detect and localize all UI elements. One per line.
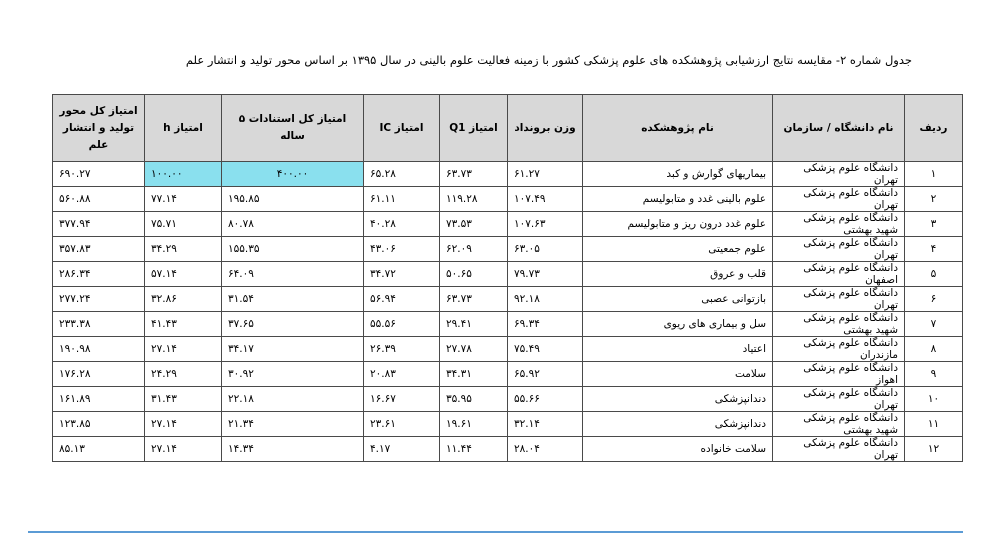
cell-institute: اعتیاد [583, 337, 773, 362]
table-row [53, 412, 963, 437]
results-table [52, 94, 963, 462]
header-total: امتیاز کل محور تولید و انتشار علم [53, 95, 145, 162]
cell-university: دانشگاه علوم پزشکی تهران [773, 437, 905, 462]
cell-q1: ۲۹.۴۱ [440, 312, 508, 337]
cell-ic: ۴۰.۲۸ [364, 212, 440, 237]
cell-ic: ۲۳.۶۱ [364, 412, 440, 437]
cell-h: ۷۷.۱۴ [145, 187, 222, 212]
cell-q1: ۲۷.۷۸ [440, 337, 508, 362]
cell-ic: ۲۶.۳۹ [364, 337, 440, 362]
cell-citations: ۶۴.۰۹ [222, 262, 364, 287]
cell-university: دانشگاه علوم پزشکی تهران [773, 187, 905, 212]
header-ic: امتیاز IC [364, 95, 440, 162]
cell-ic: ۱۶.۶۷ [364, 387, 440, 412]
cell-citations: ۳۱.۵۴ [222, 287, 364, 312]
cell-institute: بیماریهای گوارش و کبد [583, 162, 773, 187]
cell-institute: سلامت خانواده [583, 437, 773, 462]
cell-q1: ۷۳.۵۳ [440, 212, 508, 237]
cell-rank: ۴ [905, 237, 963, 262]
cell-citations: ۲۱.۳۴ [222, 412, 364, 437]
cell-ic: ۳۴.۷۲ [364, 262, 440, 287]
cell-university: دانشگاه علوم پزشکی اهواز [773, 362, 905, 387]
cell-university: دانشگاه علوم پزشکی تهران [773, 287, 905, 312]
cell-total: ۳۵۷.۸۳ [53, 237, 145, 262]
cell-weight: ۷۹.۷۳ [508, 262, 583, 287]
header-h: امتیاز h [145, 95, 222, 162]
cell-university: دانشگاه علوم پزشکی شهید بهشتی [773, 412, 905, 437]
cell-q1: ۶۳.۷۳ [440, 287, 508, 312]
cell-rank: ۲ [905, 187, 963, 212]
cell-h: ۵۷.۱۴ [145, 262, 222, 287]
cell-rank: ۱۰ [905, 387, 963, 412]
cell-h: ۷۵.۷۱ [145, 212, 222, 237]
cell-total: ۲۸۶.۳۴ [53, 262, 145, 287]
cell-university: دانشگاه علوم پزشکی اصفهان [773, 262, 905, 287]
cell-ic: ۶۱.۱۱ [364, 187, 440, 212]
cell-weight: ۳۲.۱۴ [508, 412, 583, 437]
cell-weight: ۵۵.۶۶ [508, 387, 583, 412]
table-row [53, 237, 963, 262]
table-row [53, 162, 963, 187]
cell-h: ۳۲.۸۶ [145, 287, 222, 312]
cell-rank: ۳ [905, 212, 963, 237]
cell-weight: ۷۵.۴۹ [508, 337, 583, 362]
table-row [53, 387, 963, 412]
cell-weight: ۱۰۷.۶۳ [508, 212, 583, 237]
cell-total: ۱۶۱.۸۹ [53, 387, 145, 412]
cell-institute: سلامت [583, 362, 773, 387]
table-row [53, 437, 963, 462]
cell-total: ۱۷۶.۲۸ [53, 362, 145, 387]
cell-h: ۲۷.۱۴ [145, 437, 222, 462]
cell-weight: ۶۳.۰۵ [508, 237, 583, 262]
cell-university: دانشگاه علوم پزشکی شهید بهشتی [773, 312, 905, 337]
cell-citations: ۳۰.۹۲ [222, 362, 364, 387]
cell-university: دانشگاه علوم پزشکی تهران [773, 237, 905, 262]
cell-institute: علوم بالینی غدد و متابولیسم [583, 187, 773, 212]
cell-ic: ۴.۱۷ [364, 437, 440, 462]
cell-total: ۳۷۷.۹۴ [53, 212, 145, 237]
table-row [53, 212, 963, 237]
cell-citations: ۱۹۵.۸۵ [222, 187, 364, 212]
header-institute: نام پژوهشکده [583, 95, 773, 162]
cell-weight: ۱۰۷.۴۹ [508, 187, 583, 212]
cell-q1: ۳۵.۹۵ [440, 387, 508, 412]
cell-citations: ۴۰۰.۰۰ [222, 162, 364, 187]
cell-institute: بازتوانی عصبی [583, 287, 773, 312]
header-weight: وزن برونداد [508, 95, 583, 162]
header-rank: ردیف [905, 95, 963, 162]
cell-h: ۲۷.۱۴ [145, 412, 222, 437]
cell-ic: ۵۵.۵۶ [364, 312, 440, 337]
header-citations: امتیاز کل استنادات ۵ ساله [222, 95, 364, 162]
cell-total: ۵۶۰.۸۸ [53, 187, 145, 212]
cell-total: ۸۵.۱۳ [53, 437, 145, 462]
cell-ic: ۵۶.۹۴ [364, 287, 440, 312]
cell-rank: ۹ [905, 362, 963, 387]
table-row [53, 362, 963, 387]
cell-citations: ۱۵۵.۳۵ [222, 237, 364, 262]
cell-institute: علوم غدد درون ریز و متابولیسم [583, 212, 773, 237]
cell-university: دانشگاه علوم پزشکی مازندران [773, 337, 905, 362]
cell-h: ۳۴.۲۹ [145, 237, 222, 262]
cell-ic: ۴۳.۰۶ [364, 237, 440, 262]
cell-rank: ۵ [905, 262, 963, 287]
cell-total: ۱۲۳.۸۵ [53, 412, 145, 437]
cell-q1: ۱۱۹.۲۸ [440, 187, 508, 212]
cell-q1: ۶۳.۷۳ [440, 162, 508, 187]
cell-citations: ۳۴.۱۷ [222, 337, 364, 362]
table-row [53, 337, 963, 362]
cell-rank: ۷ [905, 312, 963, 337]
cell-university: دانشگاه علوم پزشکی تهران [773, 162, 905, 187]
cell-university: دانشگاه علوم پزشکی تهران [773, 387, 905, 412]
cell-citations: ۳۷.۶۵ [222, 312, 364, 337]
cell-institute: دندانپزشکی [583, 412, 773, 437]
cell-weight: ۶۹.۳۴ [508, 312, 583, 337]
cell-q1: ۳۴.۳۱ [440, 362, 508, 387]
header-university: نام دانشگاه / سازمان [773, 95, 905, 162]
header-q1: امتیاز Q1 [440, 95, 508, 162]
cell-h: ۱۰۰.۰۰ [145, 162, 222, 187]
cell-rank: ۱ [905, 162, 963, 187]
cell-ic: ۲۰.۸۳ [364, 362, 440, 387]
cell-university: دانشگاه علوم پزشکی شهید بهشتی [773, 212, 905, 237]
cell-weight: ۲۸.۰۴ [508, 437, 583, 462]
cell-ic: ۶۵.۲۸ [364, 162, 440, 187]
cell-total: ۲۳۳.۳۸ [53, 312, 145, 337]
table-body [53, 162, 963, 462]
cell-rank: ۸ [905, 337, 963, 362]
cell-total: ۲۷۷.۲۴ [53, 287, 145, 312]
cell-institute: دندانپزشکی [583, 387, 773, 412]
table-row [53, 312, 963, 337]
table-caption: جدول شماره ۲- مقایسه نتایج ارزشیابی پژوهشکده های علوم پزشکی کشور با زمینه فعالیت علوم بالینی در سال ۱۳۹۵ بر اساس محور تولید و انتشار علم [185, 53, 912, 67]
cell-institute: سل و بیماری های ریوی [583, 312, 773, 337]
cell-rank: ۶ [905, 287, 963, 312]
cell-weight: ۶۱.۲۷ [508, 162, 583, 187]
cell-rank: ۱۲ [905, 437, 963, 462]
cell-q1: ۵۰.۶۵ [440, 262, 508, 287]
cell-citations: ۱۴.۳۴ [222, 437, 364, 462]
cell-h: ۲۴.۲۹ [145, 362, 222, 387]
cell-weight: ۹۲.۱۸ [508, 287, 583, 312]
cell-h: ۲۷.۱۴ [145, 337, 222, 362]
cell-citations: ۲۲.۱۸ [222, 387, 364, 412]
cell-institute: علوم جمعیتی [583, 237, 773, 262]
cell-rank: ۱۱ [905, 412, 963, 437]
cell-h: ۴۱.۴۳ [145, 312, 222, 337]
cell-institute: قلب و عروق [583, 262, 773, 287]
table-row [53, 187, 963, 212]
table-row [53, 287, 963, 312]
table-header [53, 95, 963, 162]
cell-h: ۳۱.۴۳ [145, 387, 222, 412]
cell-citations: ۸۰.۷۸ [222, 212, 364, 237]
cell-total: ۱۹۰.۹۸ [53, 337, 145, 362]
cell-total: ۶۹۰.۲۷ [53, 162, 145, 187]
cell-q1: ۱۹.۶۱ [440, 412, 508, 437]
table-row [53, 262, 963, 287]
cell-weight: ۶۵.۹۲ [508, 362, 583, 387]
cell-q1: ۱۱.۴۴ [440, 437, 508, 462]
cell-q1: ۶۲.۰۹ [440, 237, 508, 262]
